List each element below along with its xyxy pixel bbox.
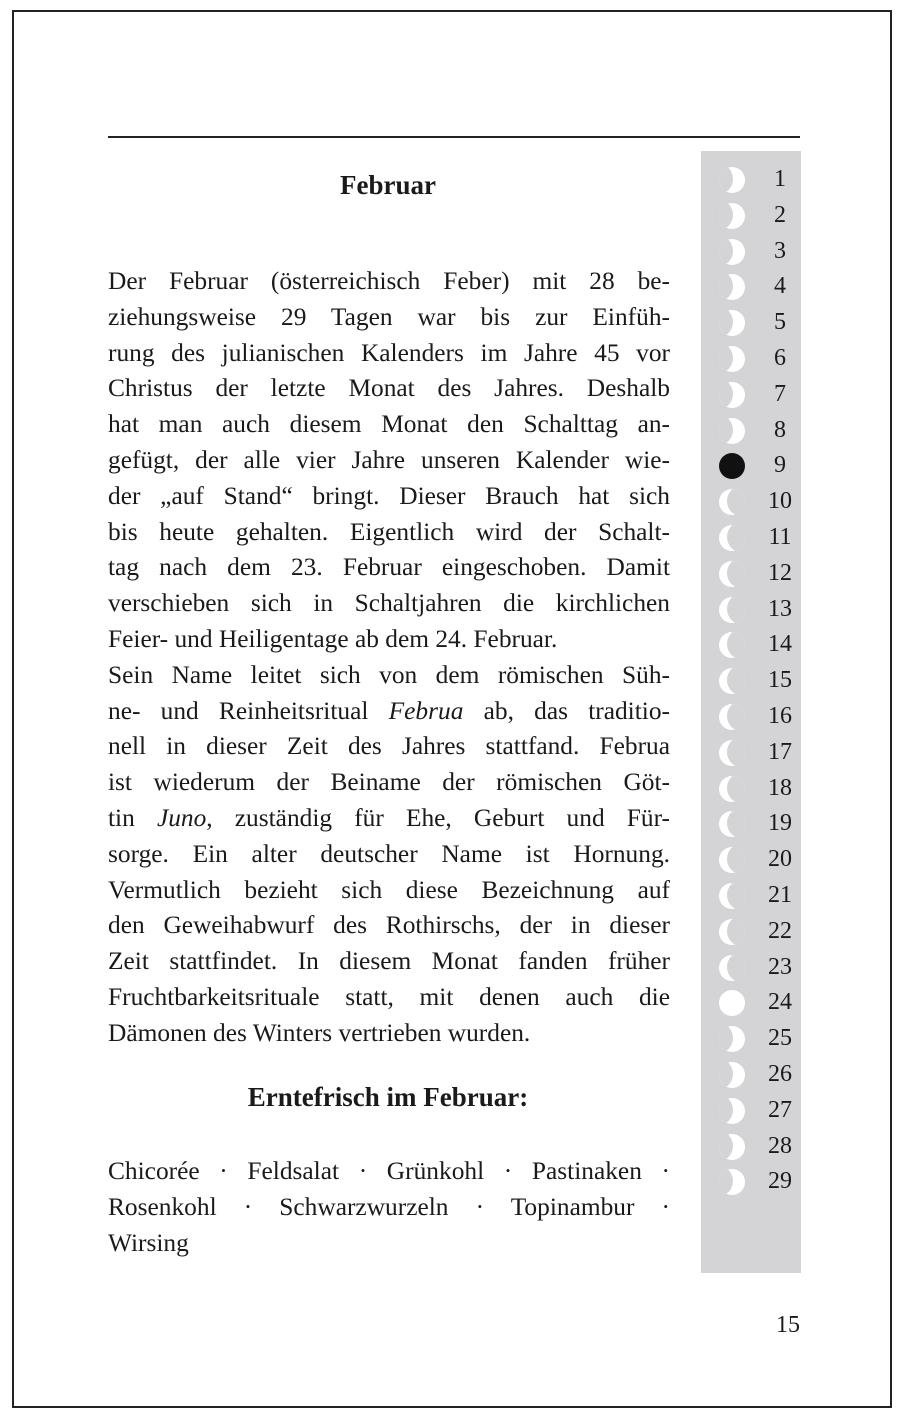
paragraph-line — [108, 658, 670, 694]
day-number: 2 — [774, 201, 786, 228]
text-run: ist wiederum der Beiname der römischen Göt- — [108, 768, 670, 797]
waxing-crescent-icon — [719, 704, 745, 730]
moon-calendar-row — [701, 591, 801, 627]
paragraph-line — [108, 980, 670, 1016]
paragraph-line — [108, 622, 670, 658]
paragraph-line — [108, 1016, 670, 1052]
paragraph-line — [108, 908, 670, 944]
waxing-crescent-icon — [719, 883, 745, 909]
paragraph-line — [108, 264, 670, 300]
text-run: tag nach dem 23. Februar eingeschoben. Damit — [108, 553, 670, 582]
day-number: 14 — [768, 631, 792, 658]
waxing-crescent-icon — [719, 632, 745, 658]
waning-crescent-icon — [719, 346, 745, 372]
waning-crescent-icon — [719, 274, 745, 300]
day-number: 1 — [774, 166, 786, 192]
waning-crescent-icon — [719, 203, 745, 229]
waning-crescent-icon — [719, 382, 745, 408]
text-run: rung des julianischen Kalenders im Jahre 45 vor — [108, 338, 670, 367]
paragraph-line — [108, 765, 670, 801]
vegetable-line: Wirsing — [108, 1228, 189, 1257]
day-number: 13 — [768, 595, 792, 622]
waxing-crescent-icon — [719, 847, 745, 873]
text-run: Fruchtbarkeitsrituale statt, mit denen auch die — [108, 982, 670, 1011]
text-run: nell in dieser Zeit des Jahres stattfand. Februa — [108, 732, 670, 761]
paragraph-line — [108, 479, 670, 515]
text-run: tin — [108, 803, 157, 832]
paragraph-line — [108, 336, 670, 372]
paragraph-line — [108, 443, 670, 479]
moon-calendar-row — [701, 734, 801, 770]
moon-calendar-row — [701, 770, 801, 806]
day-number: 11 — [768, 524, 792, 550]
vegetable-line: Chicorée · Feldsalat · Grünkohl · Pastinaken · — [108, 1157, 670, 1185]
day-number: 16 — [768, 703, 792, 729]
text-run: ab, das traditio- — [463, 696, 670, 725]
day-number: 20 — [768, 846, 792, 873]
moon-calendar-row — [701, 376, 801, 412]
day-number: 15 — [768, 667, 792, 694]
italic-term: Juno — [156, 803, 207, 832]
text-run: bis heute gehalten. Eigentlich wird der Schalt- — [108, 517, 670, 546]
day-number: 7 — [774, 380, 786, 407]
day-number: 26 — [768, 1061, 792, 1087]
paragraph-line — [108, 944, 670, 980]
moon-calendar-row — [701, 913, 801, 949]
moon-calendar-row — [701, 1056, 801, 1092]
day-number: 22 — [768, 917, 792, 944]
text-run: Christus der letzte Monat des Jahres. Deshalb — [108, 374, 670, 403]
text-run: den Geweihabwurf des Rothirschs, der in dieser — [108, 911, 670, 940]
moon-calendar-row — [701, 949, 801, 985]
moon-calendar-row — [701, 233, 801, 269]
waning-crescent-icon — [719, 1062, 745, 1088]
moon-calendar-row — [701, 1163, 801, 1199]
moon-calendar-row — [701, 268, 801, 304]
page-title: Februar — [340, 170, 436, 200]
moon-calendar-row — [701, 483, 801, 519]
moon-calendar-strip — [701, 151, 801, 1273]
day-number: 10 — [768, 488, 792, 515]
moon-calendar-row — [701, 662, 801, 698]
day-number: 12 — [768, 559, 792, 586]
text-run: sorge. Ein alter deutscher Name ist Hornung. — [108, 839, 670, 868]
day-number: 28 — [768, 1132, 792, 1159]
moon-calendar-row — [701, 877, 801, 913]
moon-calendar-row — [701, 447, 801, 483]
day-number: 21 — [768, 882, 792, 908]
day-number: 6 — [774, 345, 786, 371]
text-run: ziehungsweise 29 Tagen war bis zur Einfüh- — [108, 302, 670, 331]
day-number: 17 — [768, 738, 792, 765]
waxing-crescent-icon — [719, 668, 745, 694]
waning-crescent-icon — [719, 310, 745, 336]
waxing-crescent-icon — [719, 489, 745, 515]
day-number: 24 — [768, 989, 792, 1016]
text-run: Dämonen des Winters vertrieben wurden. — [108, 1018, 531, 1047]
day-number: 27 — [768, 1096, 792, 1123]
waxing-crescent-icon — [719, 811, 745, 837]
moon-calendar-row — [701, 698, 801, 734]
text-run: Sein Name leitet sich von dem römischen Süh- — [108, 660, 670, 689]
text-run: verschieben sich in Schaltjahren die kirchlichen — [108, 589, 670, 618]
day-number: 18 — [768, 774, 792, 801]
main-paragraph — [108, 264, 670, 1052]
paragraph-line — [108, 873, 670, 909]
day-number: 5 — [774, 309, 786, 336]
waning-crescent-icon — [719, 239, 745, 265]
moon-calendar-row — [701, 1128, 801, 1164]
text-run: ne- und Reinheitsritual — [108, 696, 389, 725]
page-number: 15 — [776, 1312, 800, 1338]
text-run: Zeit stattfindet. In diesem Monat fanden früher — [108, 947, 670, 976]
paragraph-line — [108, 837, 670, 873]
moon-calendar-row — [701, 555, 801, 591]
paragraph-line — [108, 694, 670, 730]
waxing-crescent-icon — [719, 955, 745, 981]
section-title: Erntefrisch im Februar: — [247, 1082, 529, 1112]
waxing-crescent-icon — [719, 525, 745, 551]
moon-calendar-row — [701, 805, 801, 841]
waning-crescent-icon — [719, 1098, 745, 1124]
day-number: 4 — [774, 273, 786, 300]
waning-crescent-icon — [719, 1169, 745, 1195]
text-run: hat man auch diesem Monat den Schalttag an- — [108, 410, 670, 439]
text-run: der „auf Stand“ bringt. Dieser Brauch hat sich — [108, 481, 670, 510]
paragraph-line — [108, 729, 670, 765]
top-rule — [108, 136, 800, 138]
paragraph-line — [108, 550, 670, 586]
paragraph-line — [108, 300, 670, 336]
text-run: , zuständig für Ehe, Geburt und Für- — [206, 803, 670, 832]
text-run: Feier- und Heiligentage ab dem 24. Februar. — [108, 624, 558, 653]
italic-term: Februa — [388, 696, 464, 725]
moon-calendar-row — [701, 841, 801, 877]
vegetable-line: Rosenkohl · Schwarzwurzeln · Topinambur · — [108, 1192, 670, 1221]
day-number: 8 — [774, 416, 786, 443]
moon-calendar-row — [701, 197, 801, 233]
paragraph-line — [108, 586, 670, 622]
text-run: Der Februar (österreichisch Feber) mit 28 be- — [108, 267, 670, 295]
day-number: 19 — [768, 810, 792, 837]
day-number: 9 — [774, 452, 786, 479]
paragraph-line — [108, 371, 670, 407]
moon-calendar-row — [701, 412, 801, 448]
waning-crescent-icon — [719, 1134, 745, 1160]
moon-calendar-row — [701, 1092, 801, 1128]
waning-crescent-icon — [719, 167, 745, 193]
moon-calendar-row — [701, 161, 801, 197]
waxing-crescent-icon — [719, 776, 745, 802]
moon-calendar-row — [701, 626, 801, 662]
waxing-crescent-icon — [719, 919, 745, 945]
waning-crescent-icon — [719, 418, 745, 444]
new-moon-icon — [719, 453, 745, 479]
paragraph-line — [108, 515, 670, 551]
paragraph-line — [108, 801, 670, 837]
day-number: 3 — [774, 237, 786, 264]
day-number: 29 — [768, 1168, 792, 1195]
full-moon-icon — [719, 990, 745, 1016]
waxing-crescent-icon — [719, 561, 745, 587]
moon-calendar-row — [701, 1020, 801, 1056]
waxing-crescent-icon — [719, 740, 745, 766]
day-number: 25 — [768, 1025, 792, 1052]
moon-calendar-row — [701, 340, 801, 376]
moon-calendar-row — [701, 304, 801, 340]
text-run: gefügt, der alle vier Jahre unseren Kalender wie- — [108, 445, 670, 474]
waning-crescent-icon — [719, 1026, 745, 1052]
moon-calendar-row — [701, 519, 801, 555]
day-number: 23 — [768, 953, 792, 980]
moon-calendar-row — [701, 984, 801, 1020]
vegetable-list — [108, 1154, 670, 1261]
text-run: Vermutlich bezieht sich diese Bezeichnung auf — [108, 875, 670, 904]
waxing-crescent-icon — [719, 597, 745, 623]
paragraph-line — [108, 407, 670, 443]
